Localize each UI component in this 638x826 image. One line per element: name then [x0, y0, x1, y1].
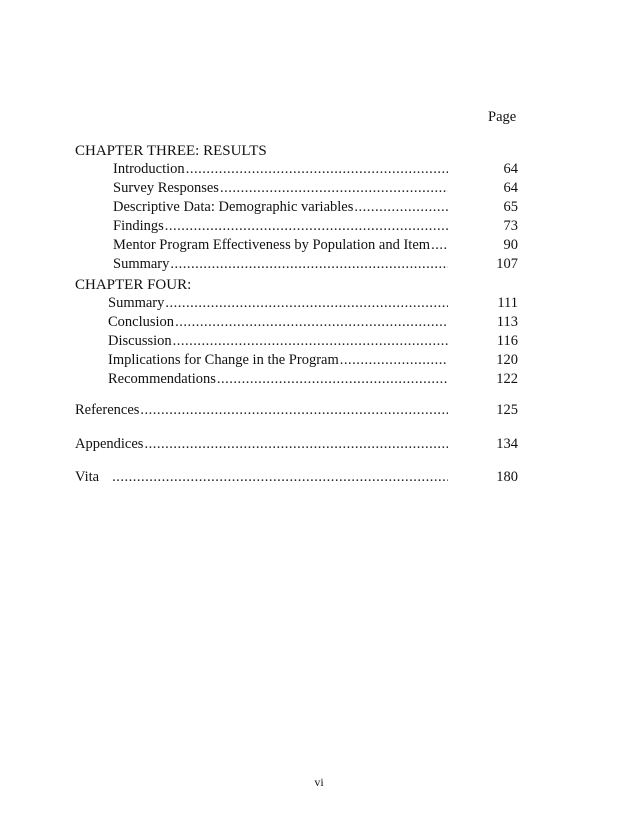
toc-entry-survey-responses[interactable]	[113, 178, 449, 198]
toc-entry-descriptive-data[interactable]	[113, 197, 449, 217]
toc-entry-vita[interactable]	[75, 467, 449, 487]
toc-entry-title: Discussion	[108, 333, 172, 349]
toc-entry-summary-ch4[interactable]	[108, 293, 449, 313]
toc-entry-summary-ch3[interactable]	[113, 254, 449, 274]
toc-page-number: 113	[496, 314, 518, 330]
toc-entry-title: Appendices	[75, 436, 144, 452]
toc-page-number: 134	[496, 436, 518, 452]
toc-entry-title: References	[75, 402, 140, 418]
toc-page-number: 116	[496, 333, 518, 349]
toc-page-number: 125	[496, 402, 518, 418]
toc-page-number: 64	[503, 180, 518, 196]
dot-leader	[220, 178, 448, 198]
toc-entry-conclusion[interactable]	[108, 312, 449, 332]
toc-entry-title: Findings	[113, 218, 164, 234]
toc-page-number: 120	[496, 352, 518, 368]
chapter-four-heading: CHAPTER FOUR:	[75, 277, 192, 293]
toc-page-number: 64	[503, 161, 518, 177]
toc-entry-title: Summary	[113, 256, 170, 272]
dot-leader	[165, 293, 448, 313]
chapter-three-heading: CHAPTER THREE: RESULTS	[75, 143, 267, 159]
toc-page-number: 73	[503, 218, 518, 234]
dot-leader	[140, 400, 448, 420]
toc-entry-recommendations[interactable]	[108, 369, 449, 389]
toc-entry-title: Survey Responses	[113, 180, 219, 196]
toc-page-number: 90	[503, 237, 518, 253]
toc-page-number: 107	[496, 256, 518, 272]
toc-entry-title: Vita	[75, 469, 100, 485]
toc-entry-title: Mentor Program Effectiveness by Population and Item	[113, 237, 431, 253]
dot-leader	[173, 331, 448, 351]
toc-page-number: 65	[503, 199, 518, 215]
toc-entry-implications[interactable]	[108, 350, 449, 370]
dot-leader	[431, 235, 448, 255]
footer-page-number: vi	[314, 775, 324, 789]
toc-entry-appendices[interactable]	[75, 434, 449, 454]
toc-page-number: 111	[497, 295, 518, 311]
toc-entry-discussion[interactable]	[108, 331, 449, 351]
toc-entry-title: Conclusion	[108, 314, 175, 330]
dot-leader	[165, 216, 448, 236]
dot-leader	[340, 350, 448, 370]
dot-leader	[170, 254, 448, 274]
toc-entry-title: Descriptive Data: Demographic variables	[113, 199, 354, 215]
toc-entry-title: Introduction	[113, 161, 185, 177]
toc-entry-findings[interactable]	[113, 216, 449, 236]
page-column-label: Page	[488, 109, 517, 125]
dot-leader	[112, 467, 448, 487]
dot-leader	[186, 159, 448, 179]
dot-leader	[217, 369, 448, 389]
toc-entry-title: Recommendations	[108, 371, 216, 387]
toc-entry-mentor-program-effectiveness[interactable]	[113, 235, 449, 255]
dot-leader	[175, 312, 448, 332]
dot-leader	[354, 197, 448, 217]
toc-page-number: 122	[496, 371, 518, 387]
toc-page-number: 180	[496, 469, 518, 485]
toc-entry-title: Implications for Change in the Program	[108, 352, 339, 368]
toc-entry-introduction[interactable]	[113, 159, 449, 179]
dot-leader	[144, 434, 448, 454]
toc-entry-references[interactable]	[75, 400, 449, 420]
toc-entry-title: Summary	[108, 295, 165, 311]
